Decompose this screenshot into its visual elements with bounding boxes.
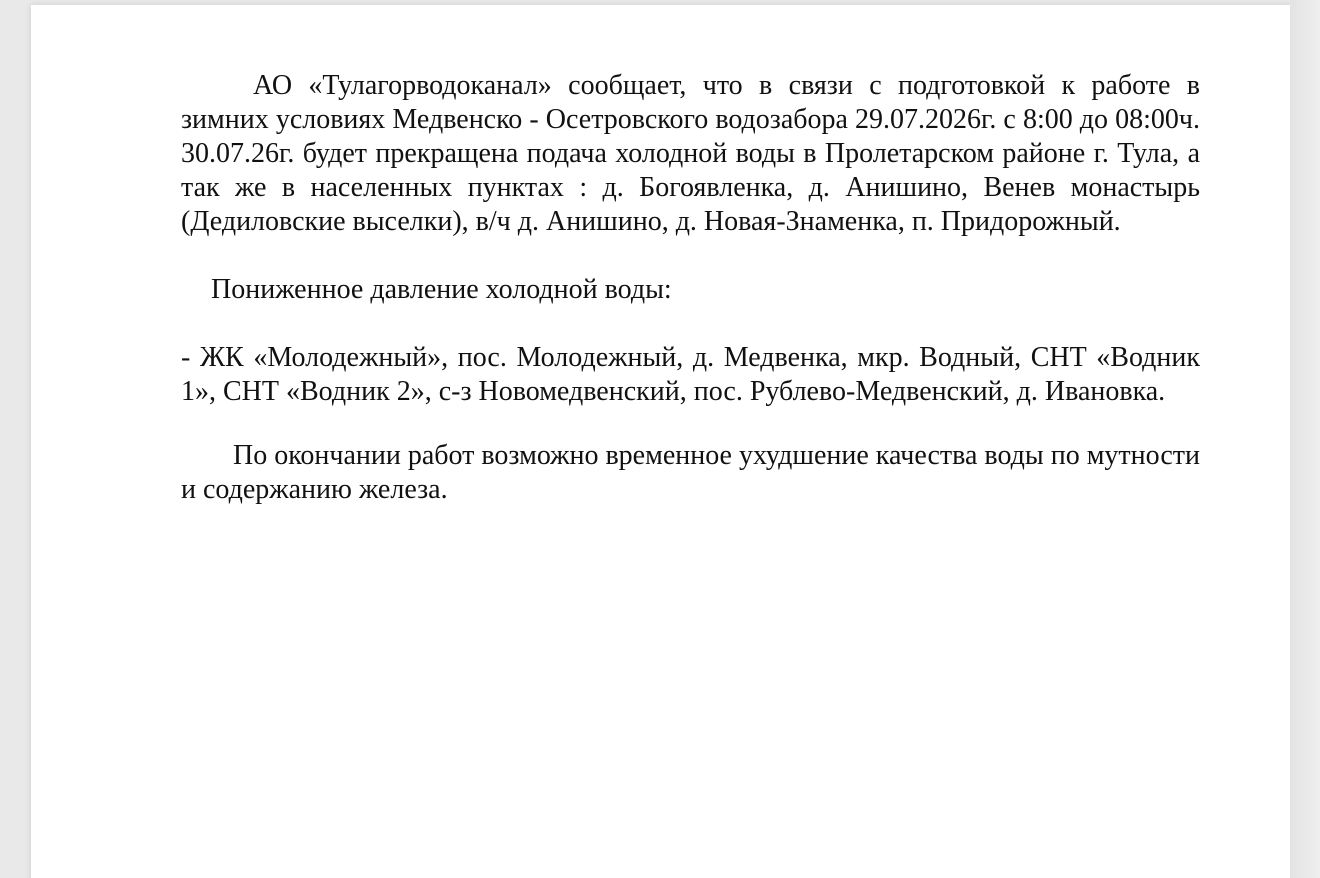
document-page <box>31 5 1290 878</box>
low-pressure-list: - ЖК «Молодежный», пос. Молодежный, д. Медвенка, мкр. Водный, СНТ «Водник 1», СНТ «Водник 2», с-з Новомедвенский, пос. Рублево-Медвенский, д. Ивановка. <box>181 342 1200 407</box>
viewer-margin <box>1290 0 1320 878</box>
notice-paragraph: АО «Тулагорводоканал» сообщает, что в связи с подготовкой к работе в зимних условиях Медвенско - Осетровского водозабора 29.07.2026г. с 8:00 до 08:00ч. 30.07.26г. будет прекращена подача холодной воды в Пролетарском районе г. Тула, а так же в населенных пунктах : д. Богоявленка, д. Анишино, Венев монастырь (Дедиловские выселки), в/ч д. Анишино, д. Новая-Знаменка, п. Придорожный. <box>181 70 1200 237</box>
water-quality-note: По окончании работ возможно временное ухудшение качества воды по мутности и содержанию железа. <box>181 440 1200 505</box>
low-pressure-heading: Пониженное давление холодной воды: <box>211 274 672 305</box>
document-body <box>181 69 1200 507</box>
